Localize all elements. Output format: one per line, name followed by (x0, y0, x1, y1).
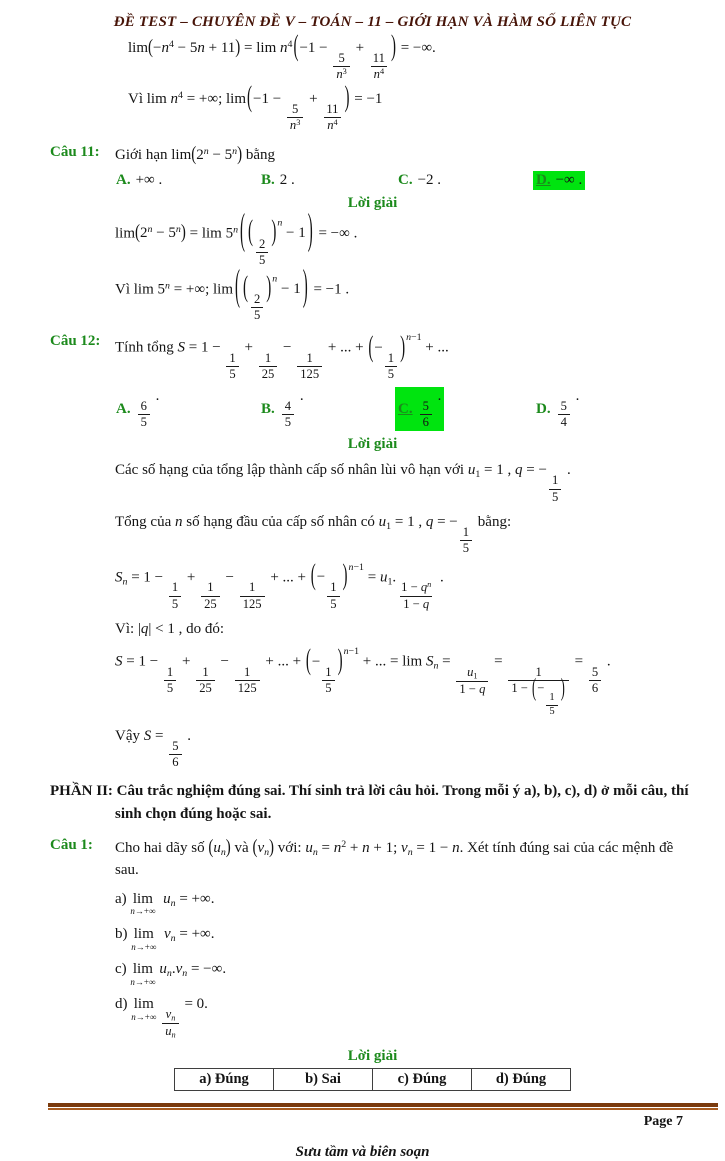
q12-solution-text-2: Tổng của n số hạng đầu của cấp số nhân có $u_1 = 1$ , q = − $\frac{1}{5}$ bằng: (115, 513, 512, 555)
statement-item-b: b) lim n→+∞ $v_n$ = +∞. (115, 925, 215, 952)
q12-solution-text-1: Các số hạng của tổng lập thành cấp số nhân lùi vô hạn với $u_1 = 1$ , q = − $\frac{1}{5}$ . (115, 462, 571, 504)
question-11-options (113, 171, 695, 190)
solution-heading-q1: Lời giải (347, 1047, 398, 1064)
question-1-stem: Cho hai dãy số $(u_n)$ và $(v_n)$ với: $u_n = n^2 + n + 1$; $v_n = 1 - n$. Xét tính đúng sai của các mệnh đề sau. (115, 837, 674, 879)
part2-heading (50, 780, 695, 827)
part2-label: PHẦN II: (50, 783, 113, 800)
question-12-stem: Tính tổng S = 1 − $\frac{1}{5}$ + $\frac{1}{25}$ − $\frac{1}{125}$ + ... + (− $\frac{1}{5}$ )$^{n-1}$ + ... (115, 331, 449, 381)
question-11-stem: Giới hạn $\lim(2^n - 5^n)$ bằng (115, 144, 276, 165)
question-1-label: Câu 1: (50, 836, 93, 853)
page-number: Page 7 (643, 1113, 683, 1129)
question-12 (50, 333, 695, 382)
intro-formula-2: Vì $\lim n^4$ = +∞; lim(−1 − $\frac{5}{n^3}$ + $\frac{11}{n^4}$ ) = −1 (128, 82, 383, 133)
option: C. −2 . (398, 172, 442, 189)
option: B. 2 . (261, 172, 295, 189)
page-title: ĐỀ TEST – CHUYÊN ĐỀ V – TOÁN – 11 – GIỚI HẠN VÀ HÀM SỐ LIÊN TỤC (113, 14, 632, 30)
statement-item-c: c) lim n→+∞ $u_n.v_n$ = −∞. (115, 960, 227, 987)
q12-solution-conclusion: Vậy S = $\frac{5}{6}$ . (115, 727, 192, 769)
question-1 (50, 837, 695, 882)
answer-cell: b) Sai (274, 1068, 373, 1090)
q12-solution-formula-s: S = 1 − $\frac{1}{5}$ + $\frac{1}{25}$ − $\frac{1}{125}$ + ... + (− $\frac{1}{5}$ )$^{n-1}$ + ... = $\lim S_n$ = $\frac{u_1}{1 - q}$ = 1 1 − (− $\frac{1}{5}$ ) = $\frac{5}{6}$ . (115, 644, 611, 718)
question-11 (50, 144, 695, 167)
footer-rule (48, 1103, 718, 1110)
q11-solution-formula-1: $\lim(2^n - 5^n) = \lim 5^n$ ( ( $\frac{2}{5}$ )$^n$ − 1 ) = −∞ . (115, 208, 358, 267)
option: D. −∞ . (533, 171, 695, 190)
option: A. $\frac{6}{5}$ . (116, 388, 160, 430)
document-page (0, 14, 725, 1091)
answer-cell: c) Đúng (373, 1068, 472, 1090)
statement-item-d: d) lim n→+∞ $\frac{v_n}{u_n}$ = 0. (115, 996, 208, 1040)
question-12-label: Câu 12: (50, 333, 101, 350)
answer-cell: a) Đúng (175, 1068, 274, 1090)
intro-formula-1: $\lim(-n^4 - 5n + 11) = \lim n^4(-1$ − $\frac{5}{n^3}$ + $\frac{11}{n^4}$ ) = −∞. (128, 31, 436, 82)
solution-heading-q12: Lời giải (347, 436, 398, 453)
option: B. $\frac{4}{5}$ . (261, 388, 304, 430)
part2-text: Câu trắc nghiệm đúng sai. Thí sinh trả lời câu hỏi. Trong mỗi ý a), b), c), d) ở mỗi câu, thí sinh chọn đúng hoặc sai. (115, 783, 689, 823)
solution-heading-q11: Lời giải (347, 195, 398, 212)
q12-solution-formula-sn: $S_n = 1$ − $\frac{1}{5}$ + $\frac{1}{25}$ − $\frac{1}{125}$ + ... + (− $\frac{1}{5}$ )$^{n-1} = u_1$. $\frac{1 - q^n}{1 - q}$ . (115, 560, 444, 611)
answers-row (175, 1068, 571, 1090)
q11-solution-formula-2: Vì $\lim 5^n$ = +∞; lim ( ( $\frac{2}{5}$ )$^n$ − 1 ) = −1 . (115, 264, 350, 323)
option: A. +∞ . (116, 172, 163, 189)
answer-cell: d) Đúng (472, 1068, 571, 1090)
question-12-options (113, 387, 695, 431)
option: C. $\frac{5}{6}$ . (395, 387, 533, 431)
question-11-label: Câu 11: (50, 143, 100, 160)
statement-item-a: a) lim n→+∞ $u_n$ = +∞. (115, 890, 215, 917)
answers-table (174, 1068, 571, 1091)
footer-note: Sưu tầm và biên soạn (295, 1143, 430, 1160)
option: D. $\frac{5}{4}$ . (536, 388, 580, 430)
q12-solution-text-vi: Vì: |q| < 1 , do đó: (115, 620, 225, 637)
